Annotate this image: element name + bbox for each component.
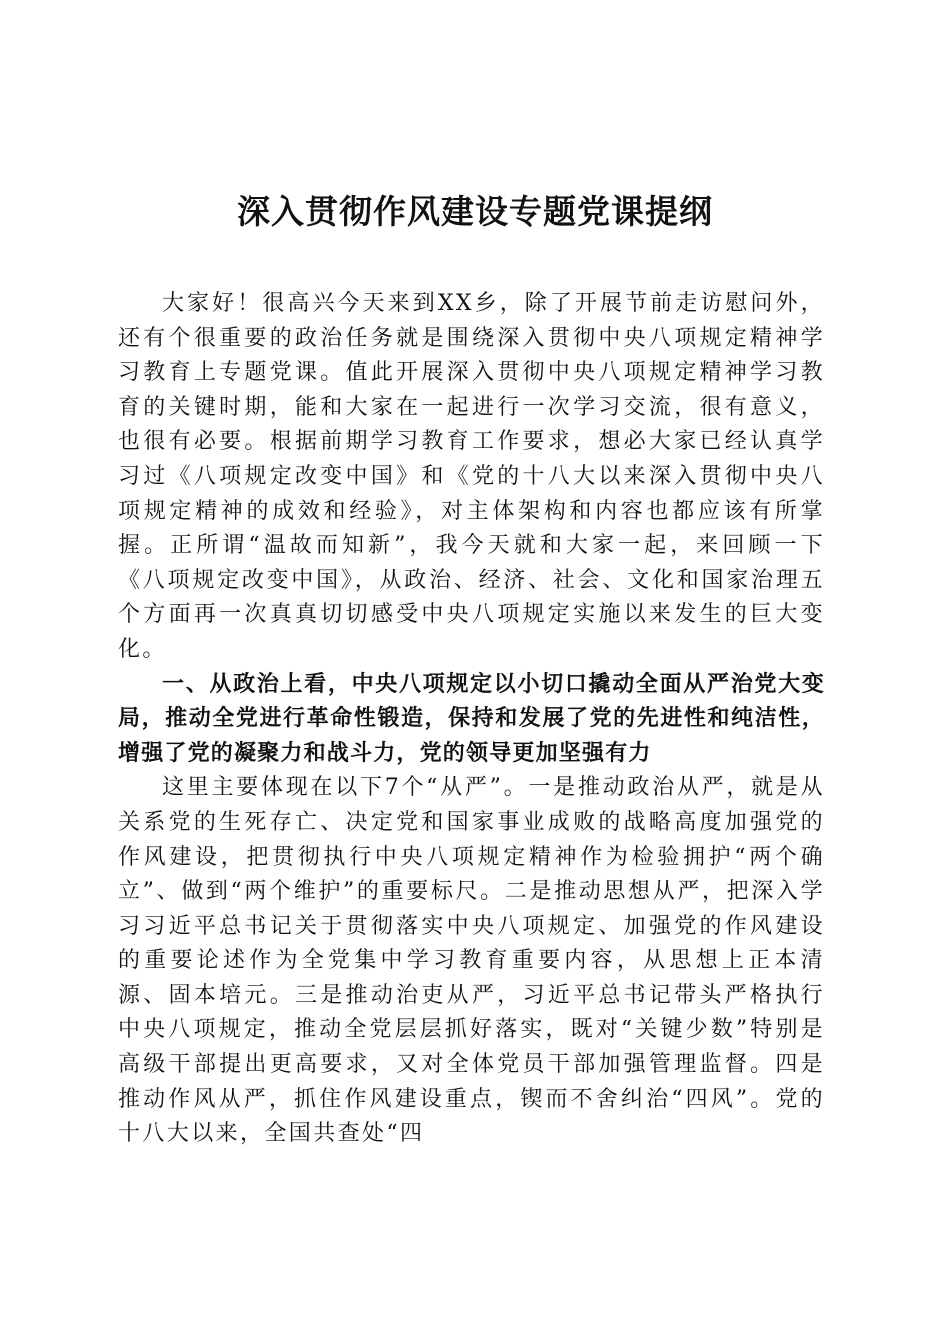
section-heading-1: 一、从政治上看，中央八项规定以小切口撬动全面从严治党大变局，推动全党进行革命性锻造，保持和发展了党的先进性和纯洁性，增强了党的凝聚力和战斗力，党的领导更加坚强有力: [118, 671, 825, 766]
document-title: 深入贯彻作风建设专题党课提纲: [237, 192, 713, 231]
section-1-paragraph: 这里主要体现在以下7个“从严”。一是推动政治从严，就是从关系党的生死存亡、决定党和国家事业成败的战略高度加强党的作风建设，把贯彻执行中央八项规定精神作为检验拥护“两个确立”、做到“两个维护”的重要标尺。二是推动思想从严，把深入学习习近平总书记关于贯彻落实中央八项规定、加强党的作风建设的重要论述作为全党集中学习教育重要内容，从思想上正本清源、固本培元。三是推动治吏从严，习近平总书记带头严格执行中央八项规定，推动全党层层抓好落实，既对“关键少数”特别是高级干部提出更高要求，又对全体党员干部加强管理监督。四是推动作风从严，抓住作风建设重点，锲而不舍纠治“四风”。党的十八大以来，全国共查处“四: [118, 775, 825, 1147]
document-body: [118, 287, 825, 1152]
intro-paragraph: 大家好！很高兴今天来到XX乡，除了开展节前走访慰问外，还有个很重要的政治任务就是围绕深入贯彻中央八项规定精神学习教育上专题党课。值此开展深入贯彻中央八项规定精神学习教育的关键时期，能和大家在一起进行一次学习交流，很有意义，也很有必要。根据前期学习教育工作要求，想必大家已经认真学习过《八项规定改变中国》和《党的十八大以来深入贯彻中央八项规定精神的成效和经验》，对主体架构和内容也都应该有所掌握。正所谓“温故而知新”，我今天就和大家一起，来回顾一下《八项规定改变中国》，从政治、经济、社会、文化和国家治理五个方面再一次真真切切感受中央八项规定实施以来发生的巨大变化。: [118, 291, 825, 662]
